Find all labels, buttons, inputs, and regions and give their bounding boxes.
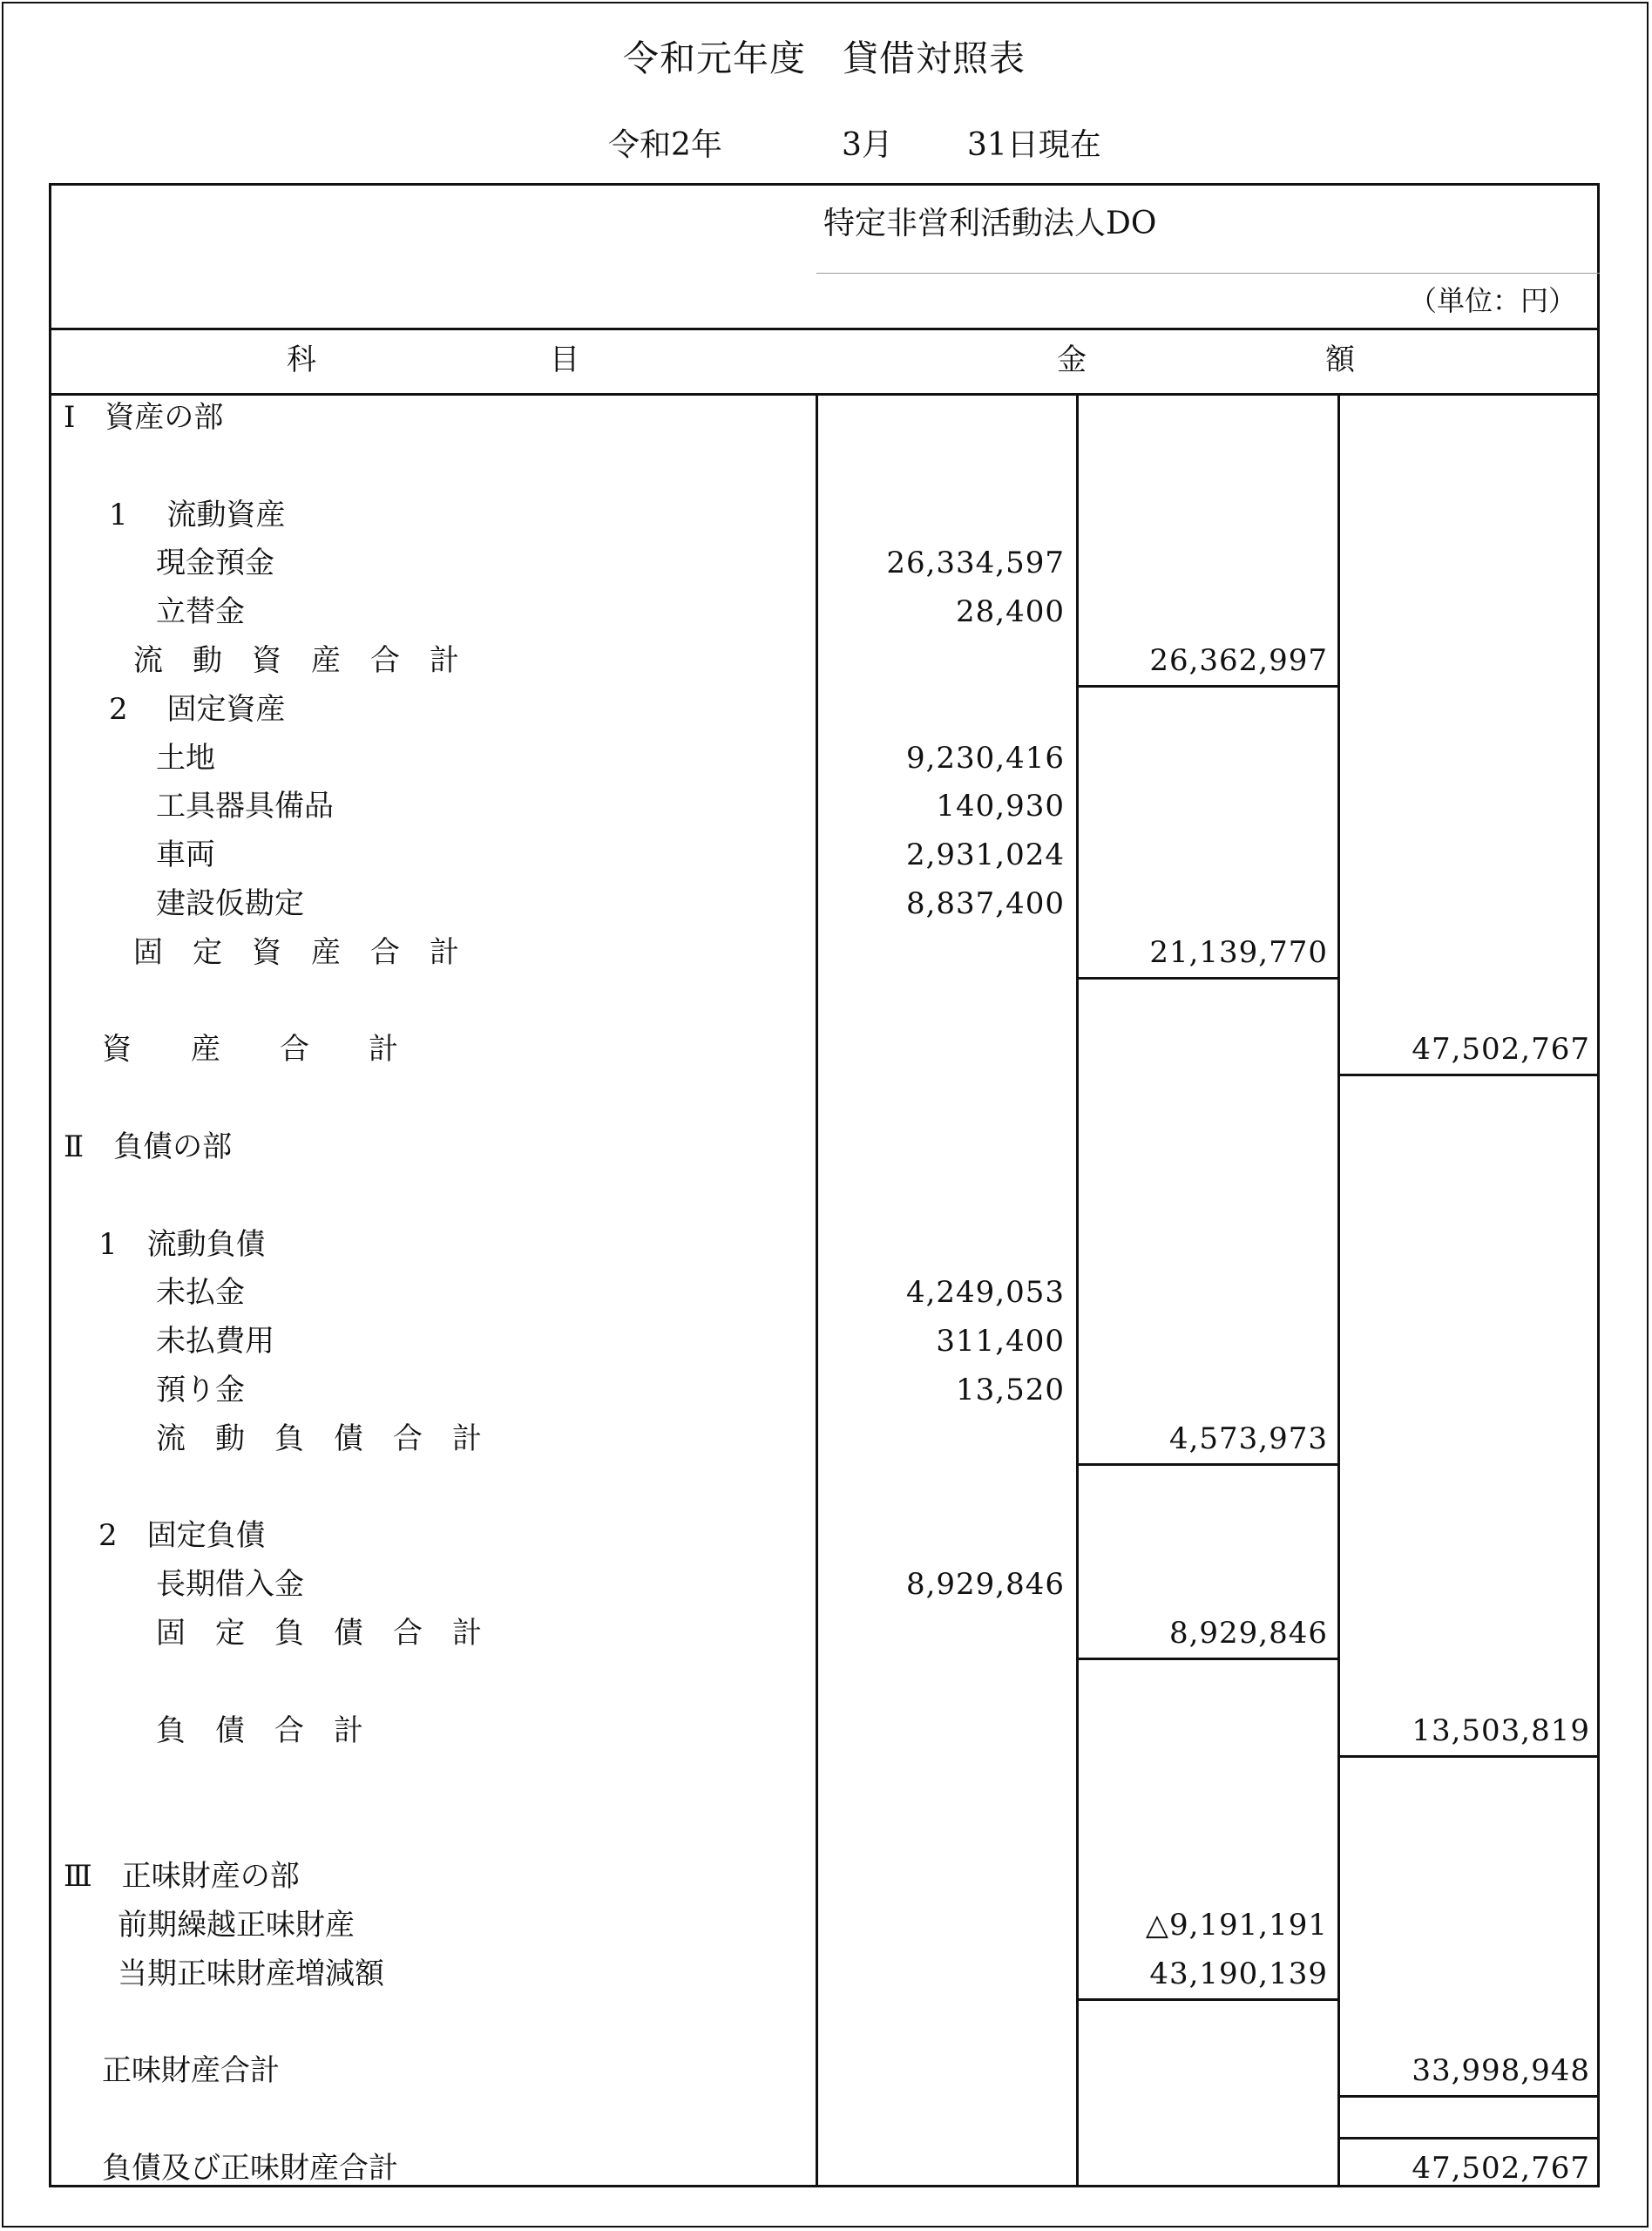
amount-detail: 4,249,053: [905, 1275, 1065, 1311]
amount-detail: 13,520: [956, 1373, 1065, 1407]
row-label: 負債及び正味財産合計: [102, 2150, 398, 2186]
header-amount-b: 額: [1325, 342, 1355, 377]
amount-detail: 26,334,597: [886, 546, 1065, 581]
amount-detail: 28,400: [956, 594, 1065, 630]
row-label: 預り金: [156, 1373, 245, 1407]
row-label: 1 流動負債: [98, 1226, 266, 1262]
amount-detail: 8,929,846: [905, 1567, 1065, 1603]
date-month: 3月: [842, 127, 893, 163]
amount-total: 33,998,948: [1412, 2053, 1590, 2089]
total-rule: [1338, 1074, 1600, 1076]
column-divider-2: [1076, 395, 1079, 2187]
subtotal-rule: [1077, 685, 1338, 688]
row-label: 未払金: [156, 1275, 245, 1311]
row-label: 現金預金: [156, 546, 274, 581]
amount-subtotal: △9,191,191: [1145, 1907, 1328, 1943]
amount-subtotal: 43,190,139: [1149, 1956, 1328, 1991]
unit-label: （単位：円）: [1409, 284, 1577, 317]
row-label: 2 固定資産: [109, 691, 286, 727]
header-subject-b: 目: [550, 342, 579, 377]
total-rule: [1338, 2095, 1600, 2098]
row-label: 土地: [156, 740, 215, 776]
amount-subtotal: 8,929,846: [1168, 1616, 1328, 1651]
subtotal-rule: [1077, 977, 1338, 980]
row-label: 資 産 合 計: [102, 1032, 398, 1068]
row-label: 負 債 合 計: [156, 1712, 363, 1748]
row-label: 未払費用: [156, 1324, 274, 1360]
date-year: 令和2年: [608, 127, 722, 163]
row-label: 建設仮勘定: [156, 886, 304, 921]
amount-detail: 311,400: [936, 1324, 1065, 1360]
header-bottom-rule: [51, 393, 1600, 396]
header-subject-a: 科: [287, 342, 316, 377]
row-label: Ⅰ 資産の部: [64, 400, 224, 435]
subtotal-rule: [1077, 1998, 1338, 2001]
subtotal-rule: [1077, 1658, 1338, 1660]
column-divider-1: [816, 393, 818, 2187]
row-label: 車両: [156, 837, 215, 873]
header-top-rule: [51, 328, 1600, 330]
row-label: Ⅱ 負債の部: [64, 1129, 233, 1164]
org-underline: [816, 273, 1600, 274]
header-amount-a: 金: [1057, 342, 1087, 377]
row-label: 1 流動資産: [109, 497, 286, 532]
balance-sheet-table: [49, 183, 1600, 2187]
amount-detail: 2,931,024: [905, 837, 1065, 873]
row-label: 長期借入金: [156, 1567, 304, 1603]
amount-detail: 9,230,416: [905, 740, 1065, 776]
row-label: 正味財産合計: [102, 2053, 280, 2089]
row-label: 前期繰越正味財産: [118, 1907, 355, 1943]
row-label: 固 定 資 産 合 計: [133, 934, 459, 970]
amount-detail: 8,837,400: [905, 886, 1065, 921]
row-label: 2 固定負債: [98, 1518, 266, 1554]
row-label: 当期正味財産増減額: [118, 1956, 384, 1991]
row-label: 立替金: [156, 594, 245, 630]
amount-subtotal: 4,573,973: [1168, 1421, 1328, 1456]
total-rule: [1338, 1755, 1600, 1758]
row-label: Ⅲ 正味財産の部: [64, 1859, 300, 1894]
row-label: 工具器具備品: [156, 789, 334, 824]
amount-detail: 140,930: [936, 789, 1065, 824]
row-label: 流 動 資 産 合 計: [133, 643, 459, 678]
total-double-rule: [1338, 2137, 1600, 2139]
column-divider-3: [1337, 395, 1340, 2187]
subtotal-rule: [1077, 1463, 1338, 1466]
amount-total: 47,502,767: [1412, 2150, 1590, 2186]
row-label: 固 定 負 債 合 計: [156, 1616, 482, 1651]
amount-subtotal: 21,139,770: [1149, 934, 1328, 970]
organization-name: 特定非営利活動法人DO: [823, 206, 1157, 241]
amount-total: 13,503,819: [1412, 1712, 1590, 1748]
amount-subtotal: 26,362,997: [1149, 643, 1328, 678]
amount-total: 47,502,767: [1412, 1032, 1590, 1068]
document-title: 令和元年度 貸借対照表: [623, 37, 1026, 79]
date-day: 31日現在: [967, 127, 1101, 163]
row-label: 流 動 負 債 合 計: [156, 1421, 482, 1456]
